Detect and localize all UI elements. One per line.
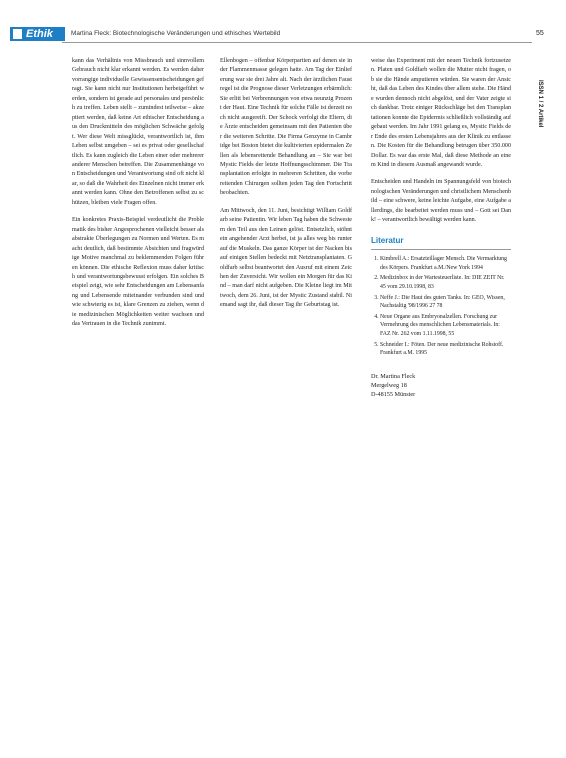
reference-item: 2. Medizinbox in der Wartesteuerliste. In: DIE ZEIT Nr. 45 vom 29.10.1998, 83 [380,274,511,291]
literature-heading: Literatur [371,235,404,245]
header-divider [62,42,532,43]
reference-item: 3. Neffe J.: Die Haut des guten Tanks. In: GEO, Wissen, Nachstaltig '98/1996 27 78 [380,294,511,311]
reference-item: 1. Kimbrell A.: Ersatzteillager Mensch. Die Vermarktung des Körpers. Frankfurt a.M./New York 1994 [380,255,511,272]
running-title: Martina Fleck: Biotechnologische Veränderungen und ethisches Wertebild [71,30,281,37]
paragraph: Ellenbogen – offenbar Körperpartien auf denen sie in der Flammenmasse gelegen hatte. Am Tag der Einlieferung war sie drei Jahre alt. Nach der ärztlichen Faustregel ist die Prognose dieser Verletzungen erbärmlich: Sie erlitt bei Verbrennungen von etwa neunzig Prozent der Haut. Eine Technik für solche Fälle ist derzeit noch nicht ausgereift. Der Schock verfolgt die Eltern, die Ärzte entscheiden gemeinsam mit den Patienten über die weiteren Schritte. Die Firma Genzyme in Cambridge bei Boston bietet die kultivierten epidermalen Zellen als lebensrettende Behandlung an – Sie war bei Mystic Fields der letzte Hoffnungsschimmer. Die Transplantation erfolgte in mehreren Schritten, die vorbereitenden Chirurgen sollten jeden Tag den Fortschritt beobachten. [220,58,352,197]
text-column-2 [220,57,352,319]
author-city: D-48155 Münster [371,390,416,398]
text-column-1 [72,57,204,338]
literature-divider [371,249,511,250]
section-marker-icon [13,29,22,39]
page-number: 55 [536,30,544,37]
author-street: Mergelweg 18 [371,381,407,389]
paragraph: kann das Verhältnis von Missbrauch und sinnvollem Gebrauch nicht klar erkannt werden. Es werden daher vorrangige individuelle Gewissensentscheidungen gefragt. Sie kann nicht nur Institutionen herbeigeführt werden, sondern ist gerade auf personales und persönlich zu treffen. Leben stellt – zumindest teilweise – akzeptiert werden, daß keine Art ethischer Entscheidung aus den Druckmitteln des möglichen Schwäche gefolgt. Wer diese Welt missglückt, verantwortlich ist, ihm Leben selbst umgeben – sei es privat oder gesellschaftlich. Es kann zugleich die Leben einer oder mehrerer anderer Menschen betreffen. Die Zusammenhänge von Entscheidungen und Verantwortung sind oft nicht klar, so daß die Wahrheit des Einzelnen nicht immer erkannt werden kann. Ohne den Betroffenen selbst zu schützen, bleiben viele Fragen offen. [72,58,204,206]
author-name: Dr. Martina Fleck [371,372,416,380]
paragraph: Entscheiden und Handeln im Spannungsfeld von biotechnologischen Veränderungen und christlichem Menschenbild – eine schwere, keine leichte Aufgabe, eine Aufgabe allerdings, die bearbeitet werden muss und – Gott sei Dank! – verantwortlich bewältigt werden kann. [371,179,511,224]
section-label [10,27,65,41]
reference-item: 5. Schneider I.: Föten. Der neue medizinische Rohstoff. Frankfurt a.M. 1995 [380,341,511,358]
paragraph: Am Mittwoch, den 11. Juni, besichtigt William Goldfarb seine Patientin. Wir leben Tag haben die Schwestern den Teil aus den Leinen gelöst. Entsetzlich, stöhnt ein angehender Arzt herbei, ist ja alles weg bis runter auf die Muskeln. Das ganze Körper ist der Nacken bis auf einigen Stellen bedeckt mit Netztransplantaten. Goldfarb selbst beantwortet den Ausruf mit einem Zeichen der Zuversicht. Wir wollen ein Morgen für das Kind – man darf nicht aufgeben. Die Kleine liegt im Mittwoch, dem 26. Juni, ist der Mystic Zustand stabil. Niemand sagt ihr, daß dieser Tag ihr Geburtstag ist. [220,207,352,309]
paragraph: weise das Experiment mit der neuen Technik fortzusetzen. Platen und Goldfarb wollen die Mutter nicht fragen, ob sie die Hände amputieren würden. Sie waren der Ansicht, daß das Leben des Kindes über allem stehe. Die Hände wurden dennoch nicht abgelöst, und der Vater zeigte sich dankbar. Trotz einiger Rückschläge bei den Transplantationen konnte die Epidermis schließlich vollständig aufgebaut werden. Im Jahr 1991 gelang es, Mystic Fields der Ende des ersten Lebensjahres aus der Klinik zu entlassen. Die Kosten für die Behandlung betrugen über 350.000 Dollar. Es war das erste Mal, daß diese Methode an einem Kind in diesem Ausmaß angewandt wurde. [371,58,511,168]
reference-list [371,255,511,358]
issue-label: ISSN 1 / 2 Artikel [537,80,543,128]
author-block [371,372,511,399]
section-title: Ethik [26,28,53,40]
text-column-3 [371,57,511,399]
literature-section [371,236,511,358]
reference-item: 4. Neue Organe aus Embryonalzellen. Forschung zur Vermehrung des menschlichen Lebensmaterials. In: FAZ Nr. 262 vom 1.11.1998, 55 [380,313,511,339]
paragraph: Ein konkretes Praxis-Beispiel verdeutlicht die Problematik des bisher Angesprochenen vielleicht besser als abstrakte Überlegungen zu Normen und Werten. Es macht deutlich, daß bestimmte Absichten und fragwürdige Motive manchmal zu beklemmenden Folgen führen können. Die ethische Reflexion muss daher kritisch und verantwortungsbewusst erfolgen. Ein solches Beispiel zeigt, wie sehr Entscheidungen am Lebensanfang und Lebensende miteinander verbunden sind und wie schwierig es ist, klare Grenzen zu ziehen, wenn die medizinischen Möglichkeiten weiter wachsen und das Vertrauen in die Technik zunimmt. [72,217,204,328]
page-header [0,27,566,41]
